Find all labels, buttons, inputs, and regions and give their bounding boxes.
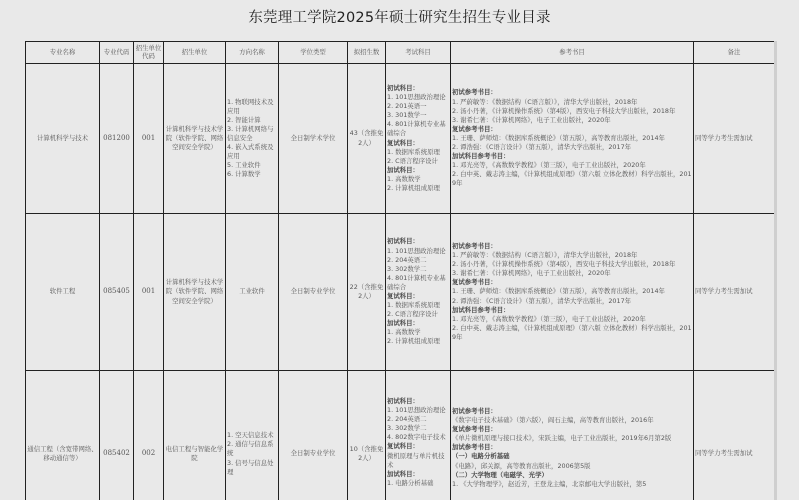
reference-books-cell — [451, 371, 694, 500]
unit-cell: 电信工程与智能化学院 — [164, 371, 226, 500]
book-item: 3. 谢希仁著：《计算机网络》，电子工业出版社，2020年 — [452, 269, 611, 278]
initial-subjects-label: 初试科目： — [387, 397, 419, 405]
major-name-cell: 软件工程 — [26, 214, 100, 371]
retest-books-label: 复试参考书目： — [452, 124, 497, 133]
header-unit: 招生单位 — [164, 42, 226, 64]
page-edge-shadow — [774, 41, 777, 500]
initial-books-label: 初试参考书目： — [452, 88, 497, 97]
subject-item: 4. 801计算机专业基础综合 — [387, 120, 446, 138]
subject-item: 1. 数据库系统原理 — [387, 147, 440, 156]
major-code-cell: 085402 — [100, 371, 134, 500]
notes-cell: 同等学力考生需加试 — [694, 214, 775, 371]
admissions-catalog-table — [25, 41, 775, 500]
initial-subjects-label: 初试科目： — [387, 237, 419, 246]
major-code-cell: 085405 — [100, 214, 134, 371]
subject-item: 1. 高数数学 — [387, 174, 421, 183]
initial-subjects-label: 初试科目： — [387, 83, 419, 92]
book-item: 1. 邓光亮等，《高数数学教程》（第三版），电子工业出版社，2020年 — [452, 161, 646, 170]
quota-cell: 22（含推免2人） — [348, 214, 386, 371]
book-item: 1. 严蔚敏等：《数据结构（C语言版）》，清华大学出版社，2018年 — [452, 97, 638, 106]
subject-item: 2. 计算机组成原理 — [387, 183, 440, 192]
retest-books-label: 复试参考书目： — [452, 278, 497, 287]
page-title: 东莞理工学院2025年硕士研究生招生专业目录 — [248, 10, 551, 26]
book-item: 2. 白中英、戴志涛主编，《计算机组成原理》（第六版 立体化教材）科学出版社，2019年 — [452, 323, 692, 341]
degree-type-cell: 全日制专业学位 — [279, 214, 348, 371]
extra-section-heading: （一）电路分析基础 — [452, 452, 510, 461]
extra-books-label: 加试科目参考书目： — [452, 152, 510, 161]
header-reference-books: 参考书目 — [451, 42, 694, 64]
subject-item: 1. 101思想政治理论 — [387, 93, 446, 102]
direction-item: 3. 计算机网络与信息安全 — [227, 124, 274, 142]
book-item: 2. 谭浩强：《C语言设计》（第五版），清华大学出版社，2017年 — [452, 296, 632, 305]
unit-code-cell: 001 — [134, 214, 164, 371]
subject-item: 2. 201英语一 — [387, 102, 427, 111]
subject-item: 2. C语言程序设计 — [387, 156, 438, 165]
exam-subjects-cell — [386, 214, 451, 371]
book-item: 2. 白中英、戴志涛主编，《计算机组成原理》（第六版 立体化教材）科学出版社，2019年 — [452, 170, 692, 188]
book-item: 1. 王珊、萨师煊：《数据库系统概论》（第五版），高等教育出版社，2014年 — [452, 287, 665, 296]
subject-item: 1. 数据库系统原理 — [387, 301, 440, 310]
notes-cell: 同等学力考生需加试 — [694, 371, 775, 500]
book-item: 《数字电子技术基础》（第六版），阎石主编，高等教育出版社，2016年 — [452, 416, 654, 425]
subject-item: 1. 电路分析基础 — [387, 478, 434, 487]
notes-cell: 同等学力考生需加试 — [694, 64, 775, 214]
quota-cell: 10（含推免2人） — [348, 371, 386, 500]
retest-subjects-label: 复试科目： — [387, 292, 419, 300]
reference-books-cell — [451, 214, 694, 371]
table-row — [26, 64, 775, 214]
header-degree-type: 学位类型 — [279, 42, 348, 64]
degree-type-cell: 全日制专业学位 — [279, 371, 348, 500]
book-item: 3. 谢希仁著：《计算机网络》，电子工业出版社，2020年 — [452, 115, 611, 124]
unit-code-cell: 001 — [134, 64, 164, 214]
book-item: 1. 《大学物理学》，赵近芳，王登龙主编，北京邮电大学出版社，第5 — [452, 479, 647, 488]
subject-item: 1. 高数数学 — [387, 328, 421, 337]
direction-cell — [226, 371, 279, 500]
retest-subjects-label: 复试科目： — [387, 442, 419, 451]
direction-item: 工业软件 — [239, 287, 265, 296]
header-quota: 拟招生数 — [348, 42, 386, 64]
unit-cell: 计算机科学与技术学院（软件学院、网络空间安全学院） — [164, 64, 226, 214]
book-item: 《电路》，邱关源，高等教育出版社，2006第5版 — [452, 461, 591, 470]
book-item: 2. 谭浩强：《C语言设计》（第五版），清华大学出版社，2017年 — [452, 143, 632, 152]
header-notes: 备注 — [694, 42, 775, 64]
table-row — [26, 214, 775, 371]
header-exam-subjects: 考试科目 — [386, 42, 451, 64]
extra-books-label: 加试参考书目： — [452, 443, 497, 452]
extra-subjects-label: 加试科目： — [387, 469, 419, 478]
table-row — [26, 371, 775, 500]
book-item: 1. 王珊、萨师煊：《数据库系统概论》（第五版），高等教育出版社，2014年 — [452, 133, 665, 142]
subject-item: 2. 计算机组成原理 — [387, 337, 440, 346]
quota-cell: 43（含推免2人） — [348, 64, 386, 214]
degree-type-cell: 全日制学术学位 — [279, 64, 348, 214]
direction-item: 4. 嵌入式系统及应用 — [227, 143, 274, 161]
unit-code-cell: 002 — [134, 371, 164, 500]
unit-cell: 计算机科学与技术学院（软件学院、网络空间安全学院） — [164, 214, 226, 371]
book-item: 1. 邓光亮等，《高数数学教程》（第三版），电子工业出版社，2020年 — [452, 314, 646, 323]
subject-item: 4. 802数字电子技术 — [387, 433, 446, 442]
subject-item: 2. 204英语二 — [387, 255, 427, 264]
direction-item: 5. 工业软件 — [227, 161, 261, 170]
subject-item: 1. 101思想政治理论 — [387, 406, 446, 415]
header-unit-code: 招生单位代码 — [134, 42, 164, 64]
extra-section-heading: （二）大学物理（电磁学、光学） — [452, 470, 548, 479]
direction-item: 3. 信号与信息处理 — [227, 458, 274, 476]
book-item: 2. 汤小丹著，《计算机操作系统》（第4版），西安电子科技大学出版社，2018年 — [452, 106, 676, 115]
subject-item: 2. C语言程序设计 — [387, 310, 438, 319]
direction-item: 2. 通信与信息系统 — [227, 440, 274, 458]
exam-subjects-cell — [386, 371, 451, 500]
retest-subjects-label: 复试科目： — [387, 138, 419, 147]
subject-item: 4. 801计算机专业基础综合 — [387, 273, 446, 291]
exam-subjects-cell — [386, 64, 451, 214]
direction-item: 1. 空天信息技术 — [227, 431, 274, 440]
header-major-name: 专业名称 — [26, 42, 100, 64]
book-item: 《单片微机原理与接口技术》，宋跃主编，电子工业出版社，2019年6月第2版 — [452, 434, 672, 443]
reference-books-cell — [451, 64, 694, 214]
subject-item: 微机原理与单片机技术 — [387, 451, 445, 469]
header-major-code: 专业代码 — [100, 42, 134, 64]
subject-item: 3. 301数学一 — [387, 111, 427, 120]
major-name-cell: 通信工程（含宽带网络、移动通信等） — [26, 371, 100, 500]
retest-books-label: 复试参考书目： — [452, 425, 497, 434]
book-item: 2. 汤小丹著，《计算机操作系统》（第4版），西安电子科技大学出版社，2018年 — [452, 260, 676, 269]
subject-item: 1. 101思想政治理论 — [387, 246, 446, 255]
subject-item: 3. 302数学二 — [387, 264, 427, 273]
subject-item: 2. 204英语二 — [387, 415, 427, 424]
extra-books-label: 加试科目参考书目： — [452, 305, 510, 314]
direction-cell — [226, 64, 279, 214]
direction-item: 6. 计算数学 — [227, 170, 261, 179]
book-item: 1. 严蔚敏等：《数据结构（C语言版）》，清华大学出版社，2018年 — [452, 251, 638, 260]
extra-subjects-label: 加试科目： — [387, 165, 419, 174]
initial-books-label: 初试参考书目： — [452, 407, 497, 415]
direction-item: 1. 物联网技术及应用 — [227, 97, 274, 115]
table-header-row — [26, 42, 775, 64]
extra-subjects-label: 加试科目： — [387, 319, 419, 328]
initial-books-label: 初试参考书目： — [452, 241, 497, 250]
header-direction: 方向名称 — [226, 42, 279, 64]
direction-cell — [226, 214, 279, 371]
direction-item: 2. 智能计算 — [227, 115, 261, 124]
major-code-cell: 081200 — [100, 64, 134, 214]
major-name-cell: 计算机科学与技术 — [26, 64, 100, 214]
subject-item: 3. 302数学二 — [387, 424, 427, 433]
